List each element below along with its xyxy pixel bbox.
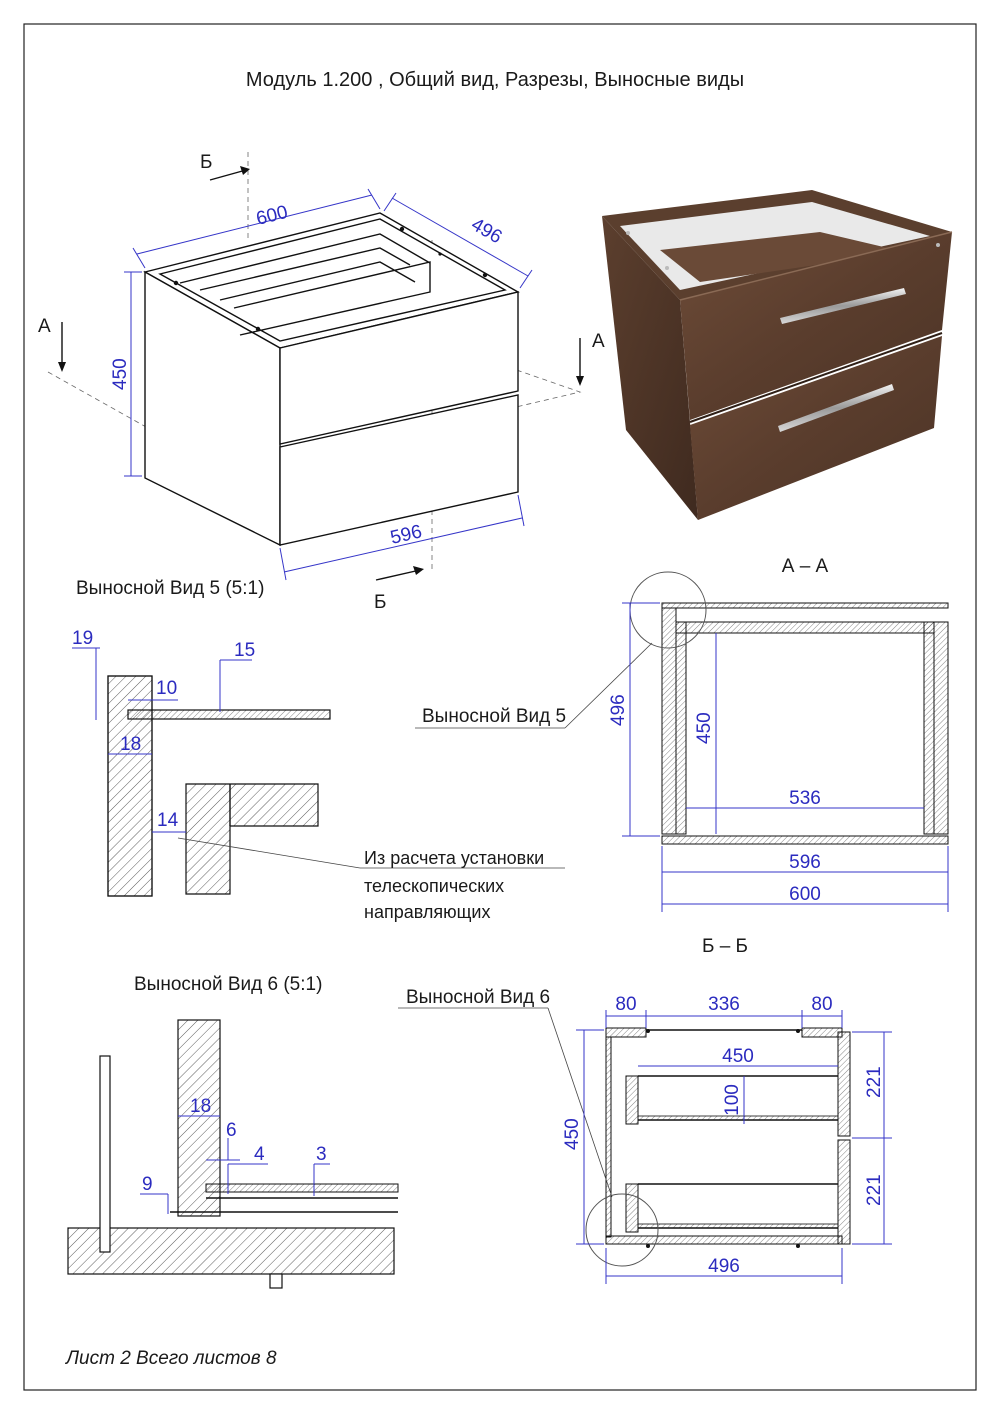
detail-5-note-line1: Из расчета установки	[364, 848, 545, 868]
section-bb-dim-front-top: 221	[864, 1066, 885, 1098]
section-bb-dim-right: 80	[811, 994, 833, 1015]
detail-5-dim-14: 14	[157, 810, 179, 831]
section-mark-b-bottom: Б	[374, 592, 387, 613]
detail-5-dim-19: 19	[72, 628, 94, 649]
detail-6-title: Выносной Вид 6 (5:1)	[134, 974, 323, 995]
dim-width: 600	[254, 201, 290, 230]
sheet-footer: Лист 2 Всего листов 8	[66, 1348, 277, 1369]
section-aa-dim-total: 600	[789, 884, 821, 905]
section-aa-dim-inner-height: 450	[694, 712, 715, 744]
detail-5-dim-18: 18	[120, 734, 142, 755]
sheet-title: Модуль 1.200 , Общий вид, Разрезы, Выносные виды	[245, 69, 745, 91]
section-bb-dim-height: 450	[562, 1118, 583, 1150]
section-aa-dim-inner-width: 536	[789, 788, 821, 809]
detail-5-dim-15: 15	[234, 640, 256, 661]
section-bb-dim-drawer-depth: 450	[722, 1046, 754, 1067]
detail-5-note-line2: телескопических	[364, 876, 505, 896]
product-render	[602, 190, 952, 520]
detail-6-dim-9: 9	[142, 1174, 153, 1195]
detail-6-dim-18: 18	[190, 1096, 212, 1117]
section-bb-dim-front-bottom: 221	[864, 1174, 885, 1206]
section-mark-a-right: А	[592, 331, 605, 352]
axonometric-view	[38, 152, 605, 613]
detail-5-title: Выносной Вид 5 (5:1)	[76, 578, 265, 599]
dim-height: 450	[110, 358, 131, 390]
section-aa-title: А – А	[781, 556, 829, 577]
detail-6-dim-4: 4	[254, 1144, 265, 1165]
detail-6	[68, 974, 398, 1288]
section-aa-dim-depth: 496	[608, 694, 629, 726]
section-aa-callout-label: Выносной Вид 5	[422, 706, 567, 727]
section-bb-callout-label: Выносной Вид 6	[406, 987, 551, 1008]
detail-6-dim-6: 6	[226, 1120, 237, 1141]
section-bb-title: Б – Б	[701, 936, 749, 957]
section-bb	[398, 936, 892, 1284]
section-mark-a-left: А	[38, 316, 51, 337]
detail-5-dim-10: 10	[156, 678, 178, 699]
dim-depth: 496	[467, 214, 506, 249]
detail-5-note-line3: направляющих	[364, 902, 491, 922]
section-aa-dim-front: 596	[789, 852, 821, 873]
section-bb-dim-drawer-height: 100	[722, 1084, 743, 1116]
section-bb-dim-middle: 336	[708, 994, 740, 1015]
detail-5	[72, 578, 565, 922]
dim-front: 596	[388, 521, 425, 549]
section-bb-dim-left: 80	[615, 994, 637, 1015]
section-mark-b-top: Б	[200, 152, 213, 173]
detail-6-dim-3: 3	[316, 1144, 327, 1165]
section-bb-dim-depth: 496	[708, 1256, 740, 1277]
